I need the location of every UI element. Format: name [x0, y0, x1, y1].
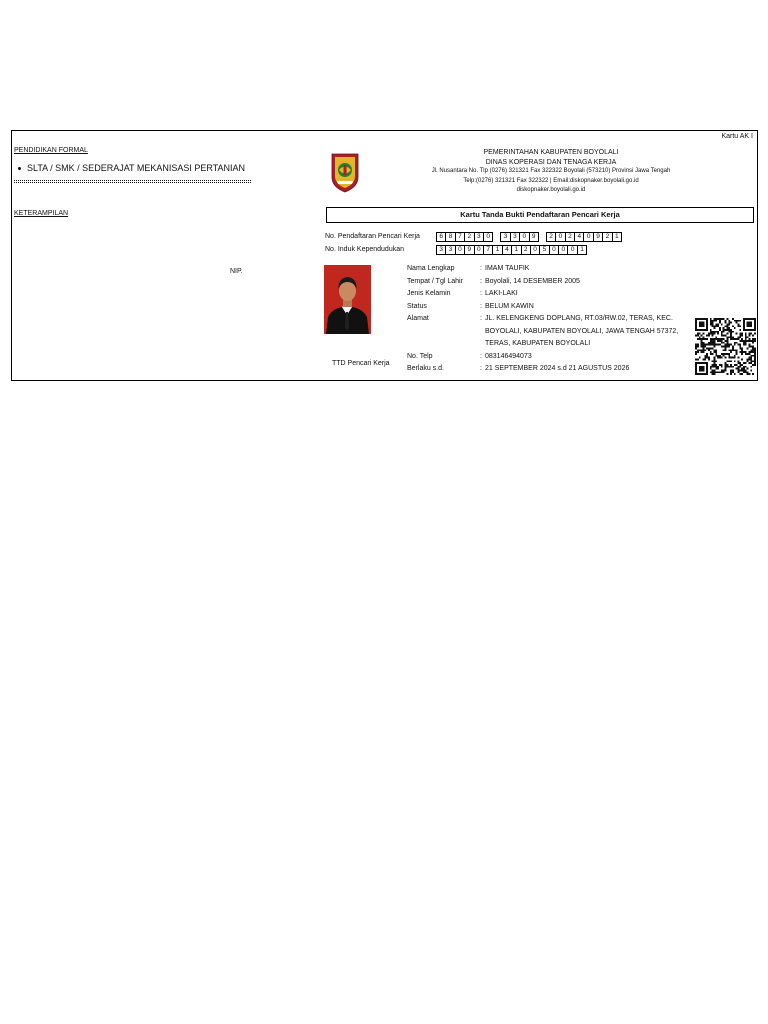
registration-label: No. Pendaftaran Pencari Kerja [325, 233, 420, 240]
field-label: Jenis Kelamin [407, 290, 451, 297]
nip-label: NIP. [230, 268, 243, 275]
registration-digit: 2 [546, 232, 556, 242]
field-label: Berlaku s.d. [407, 365, 444, 372]
nik-digit: 9 [464, 245, 474, 255]
field-label: Nama Lengkap [407, 265, 455, 272]
field-value: LAKI-LAKI [485, 290, 518, 297]
qr-code-icon [695, 318, 756, 375]
dotted-divider [14, 182, 251, 183]
registration-digit: 2 [602, 232, 612, 242]
header-line-5: diskopnaker.boyolali.go.id [516, 187, 586, 193]
nik-digit: 2 [521, 245, 531, 255]
registration-digit: 6 [436, 232, 446, 242]
registration-digit: 0 [483, 232, 493, 242]
nik-label: No. Induk Kependudukan [325, 246, 405, 253]
field-value: IMAM TAUFIK [485, 265, 530, 272]
nik-digit: 1 [511, 245, 521, 255]
registration-digit: 7 [455, 232, 465, 242]
field-value: 083146494073 [485, 352, 532, 360]
nik-digit: 3 [436, 245, 446, 255]
header-line-4: Telp:(0276) 321321 Fax 322322 | Email:diskopnaker.boyolali.go.id [463, 177, 639, 184]
nik-digit: 1 [577, 245, 587, 255]
bullet-icon [18, 167, 21, 170]
nik-digit: 3 [445, 245, 455, 255]
registration-digit: 0 [555, 232, 565, 242]
field-colon: : [480, 265, 482, 272]
registration-digit: 3 [474, 232, 484, 242]
field-colon: : [480, 352, 482, 360]
field-colon: : [480, 315, 482, 322]
nik-digit: 0 [474, 245, 484, 255]
applicant-photo [324, 265, 371, 334]
nik-digit: 0 [455, 245, 465, 255]
field-colon: : [480, 365, 482, 372]
header-line-2: DINAS KOPERASI DAN TENAGA KERJA [485, 158, 617, 166]
field-value: BELUM KAWIN [485, 302, 534, 310]
nik-digit: 0 [567, 245, 577, 255]
field-value: Boyolali, 14 DESEMBER 2005 [485, 277, 580, 285]
field-colon: : [480, 302, 482, 310]
field-value: TERAS, KABUPATEN BOYOLALI [485, 340, 591, 347]
field-colon: : [480, 290, 482, 297]
nik-digit: 5 [539, 245, 549, 255]
registration-digit: 2 [464, 232, 474, 242]
registration-number [437, 232, 622, 242]
field-label: Status [407, 302, 427, 310]
job-seeker-card [11, 130, 758, 381]
registration-digit: 2 [565, 232, 575, 242]
pendidikan-title: PENDIDIKAN FORMAL [14, 147, 88, 154]
nik-digit: 0 [549, 245, 559, 255]
nik-digit: 7 [483, 245, 493, 255]
registration-digit: 0 [583, 232, 593, 242]
registration-digit: 4 [574, 232, 584, 242]
registration-digit: 3 [500, 232, 510, 242]
pendidikan-item [18, 163, 245, 173]
field-label: Tempat / Tgl Lahir [407, 277, 463, 285]
card-title: Kartu Tanda Bukti Pendaftaran Pencari Kerja [326, 207, 754, 223]
registration-digit: 0 [519, 232, 529, 242]
registration-digit: 8 [445, 232, 455, 242]
header-line-3: Jl. Nusantara No. Tlp (0276) 321321 Fax 322322 Boyolali (573210) Provinsi Jawa Tengah [431, 168, 671, 174]
nik-digit: 0 [530, 245, 540, 255]
field-label: Alamat [407, 315, 429, 322]
nik-digit: 0 [558, 245, 568, 255]
registration-digit: 3 [510, 232, 520, 242]
registration-digit: 9 [529, 232, 539, 242]
registration-digit: 9 [593, 232, 603, 242]
header-line-1: PEMERINTAHAN KABUPATEN BOYOLALI [483, 149, 619, 156]
card-type-label: Kartu AK I [721, 133, 753, 140]
field-label: No. Telp [407, 352, 433, 360]
nik-digit: 4 [502, 245, 512, 255]
nik-digit: 1 [492, 245, 502, 255]
nik-number [437, 245, 587, 255]
dotted-divider [14, 180, 251, 181]
field-value: 21 SEPTEMBER 2024 s.d 21 AGUSTUS 2026 [485, 365, 630, 372]
field-value: BOYOLALI, KABUPATEN BOYOLALI, JAWA TENGAH 57372, [485, 327, 679, 335]
field-value: JL. KELENGKENG DOPLANG, RT.03/RW.02, TERAS, KEC. [485, 315, 673, 322]
institution-header [352, 148, 750, 196]
keterampilan-title: KETERAMPILAN [14, 210, 69, 217]
field-colon: : [480, 277, 482, 285]
ttd-label: TTD Pencari Kerja [332, 360, 390, 367]
pendidikan-item-text: SLTA / SMK / SEDERAJAT MEKANISASI PERTANIAN [27, 163, 246, 173]
registration-digit: 1 [612, 232, 622, 242]
